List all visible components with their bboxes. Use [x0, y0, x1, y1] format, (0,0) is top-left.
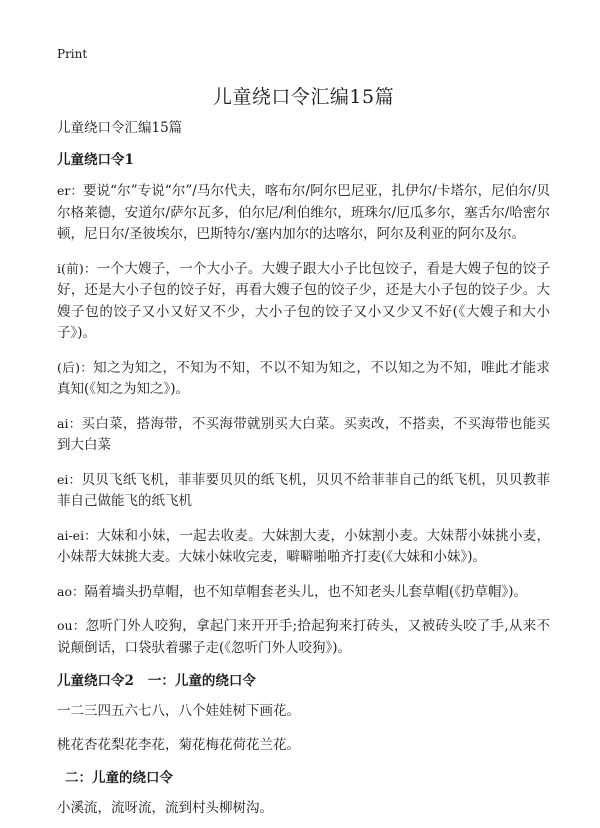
paragraph-i-front — [57, 258, 550, 345]
paragraph-text: 贝贝飞纸飞机，菲菲要贝贝的纸飞机，贝贝不给菲菲自己的纸飞机，贝贝教菲菲自己做能飞的纸飞机 — [57, 471, 551, 509]
section-2-paragraph: 小溪流，流呀流，流到村头柳树沟。 — [57, 800, 273, 816]
section-2-paragraph: 桃花杏花梨花李花，菊花梅花荷花兰花。 — [57, 736, 300, 753]
document-subtitle: 儿童绕口令汇编15篇 — [57, 120, 183, 136]
section-2-inline-subheading: 一：儿童的绕口令 — [147, 673, 256, 689]
paragraph-tag: ai-ei： — [57, 527, 98, 543]
paragraph-text: 大妹和小妹，一起去收麦。大妹割大麦，小妹割小麦。大妹帮小妹挑小麦，小妹帮大妹挑大麦。大妹小妹收完麦，噼噼啪啪齐打麦(《大妹和小妹》)。 — [57, 527, 551, 565]
section-2-heading — [57, 671, 550, 691]
paragraph-text: 一个大嫂子，一个大小子。大嫂子跟大小子比包饺子，看是大嫂子包的饺子好，还是大小子包的饺子好，再看大嫂子包的饺子少，还是大小子包的饺子少。大嫂子包的饺子又小又好又不少，大小子包的饺子又小又少又不好(《大嫂子和大小子》)。 — [57, 260, 550, 341]
paragraph-i-back — [57, 357, 550, 401]
paragraph-tag: ao： — [57, 583, 85, 599]
paragraph-text: 买白菜，搭海带，不买海带就别买大白菜。买卖改，不搭卖，不买海带也能买到大白菜 — [57, 415, 551, 453]
paragraph-tag: ou： — [57, 618, 86, 633]
paragraph-ai-ei — [57, 525, 550, 569]
paragraph-tag: (后)： — [57, 359, 94, 375]
paragraph-ao — [57, 581, 550, 604]
paragraph-tag: ai： — [57, 415, 82, 431]
paragraph-tag: i(前)： — [57, 260, 97, 276]
section-2-paragraph: 一二三四五六七八，八个娃娃树下画花。 — [57, 703, 300, 719]
paragraph-tag: er： — [57, 183, 84, 198]
section-2-subheading: 二：儿童的绕口令 — [65, 770, 173, 786]
paragraph-text: 要说“尔”专说“尔”/马尔代夫，喀布尔/阿尔巴尼亚，扎伊尔/卡塔尔，尼伯尔/贝尔格莱德，安道尔/萨尔瓦多，伯尔尼/利伯维尔，班珠尔/厄瓜多尔，塞舌尔/哈密尔顿，尼日尔/圣彼埃尔，巴斯特尔/塞内加尔的达喀尔，阿尔及利亚的阿尔及尔。 — [57, 183, 550, 242]
paragraph-text: 知之为知之，不知为不知，不以不知为知之，不以知之为不知，唯此才能求真知(《知之为知之》)。 — [57, 359, 550, 397]
section-1-heading: 儿童绕口令1 — [57, 152, 134, 168]
paragraph-text: 隔着墙头扔草帽，也不知草帽套老头儿，也不知老头儿套草帽(《扔草帽》)。 — [84, 583, 528, 600]
paragraph-text: 忽听门外人咬狗，拿起门来开开手;拾起狗来打砖头，又被砖头咬了手,从来不说颠倒话，口袋驮着骡子走(《忽听门外人咬狗》)。 — [57, 618, 551, 656]
print-label: Print — [57, 47, 88, 61]
paragraph-er — [57, 180, 550, 246]
section-2-title: 儿童绕口令2 — [57, 673, 134, 689]
paragraph-tag: ei： — [57, 471, 82, 487]
page-title: 儿童绕口令汇编15篇 — [212, 86, 395, 108]
paragraph-ou — [57, 615, 550, 659]
paragraph-ei — [57, 469, 550, 513]
paragraph-ai — [57, 413, 550, 457]
